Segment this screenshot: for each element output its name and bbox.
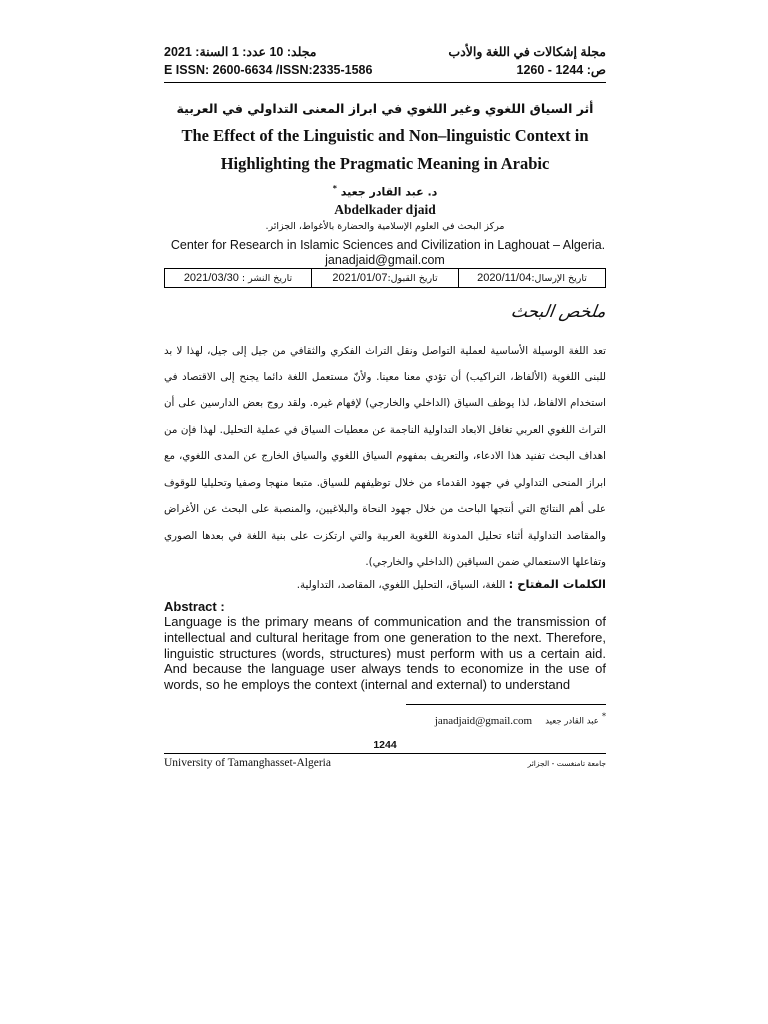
arabic-abstract-heading-text: ملخص البحث: [509, 301, 608, 322]
english-abstract-heading: Abstract :: [164, 599, 225, 615]
date-sent: [459, 269, 605, 287]
date-accepted-value: 2021/01/07: [332, 271, 388, 284]
english-title: The Effect of the Linguistic and Non–linguistic Context in Highlighting the Pragmatic Meaning in Arabic: [181, 126, 589, 173]
date-published: [165, 269, 312, 287]
journal-name: مجلة إشكالات في اللغة والأدب: [448, 45, 606, 59]
english-affiliation: Center for Research in Islamic Sciences and Civilization in Laghouat – Algeria.: [170, 237, 606, 252]
arabic-title: أثر السياق اللغوي وغير اللغوي في ابراز المعنى التداولي في العربية: [176, 101, 594, 116]
arabic-abstract-heading: [164, 302, 606, 332]
footer-university-ar: جامعة تامنغست - الجزائر: [527, 758, 606, 768]
dates-box: [164, 268, 606, 288]
english-abstract-body: Language is the primary means of communication and the transmission of intellectual and cultural heritage from one generation to the next. Therefore, linguistic structures (words, structures) must perform with us a certain aid. And because the language user always tends to economize in the use of words, so he employs the context (internal and external) to understand: [164, 614, 606, 692]
date-published-value: 2021/03/30: [183, 271, 239, 284]
author-email: janadjaid@gmail.com: [325, 252, 445, 267]
issn-info: E ISSN: 2600-6634 /ISSN:2335-1586: [164, 63, 373, 77]
arabic-keywords: [164, 577, 606, 591]
date-sent-value: 2020/11/04: [477, 271, 532, 284]
footnote-separator: [406, 704, 606, 705]
keywords-list: اللغة، السياق، التحليل اللغوي، المقاصد، التداولية.: [296, 579, 506, 592]
article-page: [164, 40, 606, 769]
header-row-1: [164, 44, 606, 59]
page-number: 1244: [373, 738, 397, 751]
volume-info: مجلد: 10 عدد: 1 السنة: 2021: [164, 45, 317, 59]
arabic-affiliation: مركز البحث في العلوم الإسلامية والحضارة بالأغواط، الجزائر.: [265, 220, 505, 232]
footnote: [164, 712, 606, 726]
footnote-marker: *: [602, 712, 606, 722]
page-range: ص: 1244 - 1260: [516, 63, 606, 77]
author-footnote-marker: *: [332, 184, 337, 193]
date-published-label: تاريخ النشر :: [241, 272, 293, 284]
page-footer: [164, 753, 606, 769]
footnote-email: janadjaid@gmail.com: [434, 714, 532, 727]
arabic-abstract: [164, 338, 606, 576]
footnote-author: عبد القادر جعيد: [545, 716, 599, 727]
arabic-author-name: د. عبد القادر جعيد: [340, 185, 438, 199]
arabic-author: [164, 184, 606, 199]
date-accepted-label: تاريخ القبول:: [387, 272, 438, 284]
date-accepted: [312, 269, 459, 287]
english-author: Abdelkader djaid: [334, 201, 436, 217]
date-sent-label: تاريخ الإرسال:: [531, 272, 587, 284]
keywords-label: الكلمات المفتاح :: [508, 577, 606, 592]
footer-university-en: University of Tamanghasset-Algeria: [164, 756, 331, 769]
arabic-abstract-body: تعد اللغة الوسيلة الأساسية لعملية التواصل ونقل التراث الفكري والثقافي من جيل إلى جيل، لهذا لا بد للبنى اللغوية (الألفاظ، التراكيب) أن تؤدي معنا معينا. ولأنّ مستعمل اللغة دائما يجنح إلى الاقتصاد في استخدام الالفاظ، لذا يوظف السياق (الداخلي والخارجي) لإفهام غيره. ولقد روج بعض الدارسين على أن التراث اللغوي العربي تغافل الابعاد التداولية الناجمة عن معطيات السياق في عملية التحليل. لهذا فإن من اهداف البحث تفنيد هذا الادعاء، والتعريف بمفهوم السياق اللغوي والسياق الخارج عن المدى اللغوي، مع ابراز المنحى التداولي في جهود القدماء من خلال توظيفهم للسياق. متبعا منهجا وصفيا وتحليليا للوقوف على أهم النتائج التي أنتجها الباحث من خلال جهود النحاة والبلاغيين، والمنصبة على البحث عن الأغراض والمقاصد التداولية أثناء تحليل المدونة اللغوية العربية والتي ارتكزت على بنية اللغة في بعدها الصوري وتفاعلها الاستعمالي ضمن السياقين (الداخلي والخارجي).: [164, 344, 606, 568]
header-row-2: [164, 62, 606, 83]
